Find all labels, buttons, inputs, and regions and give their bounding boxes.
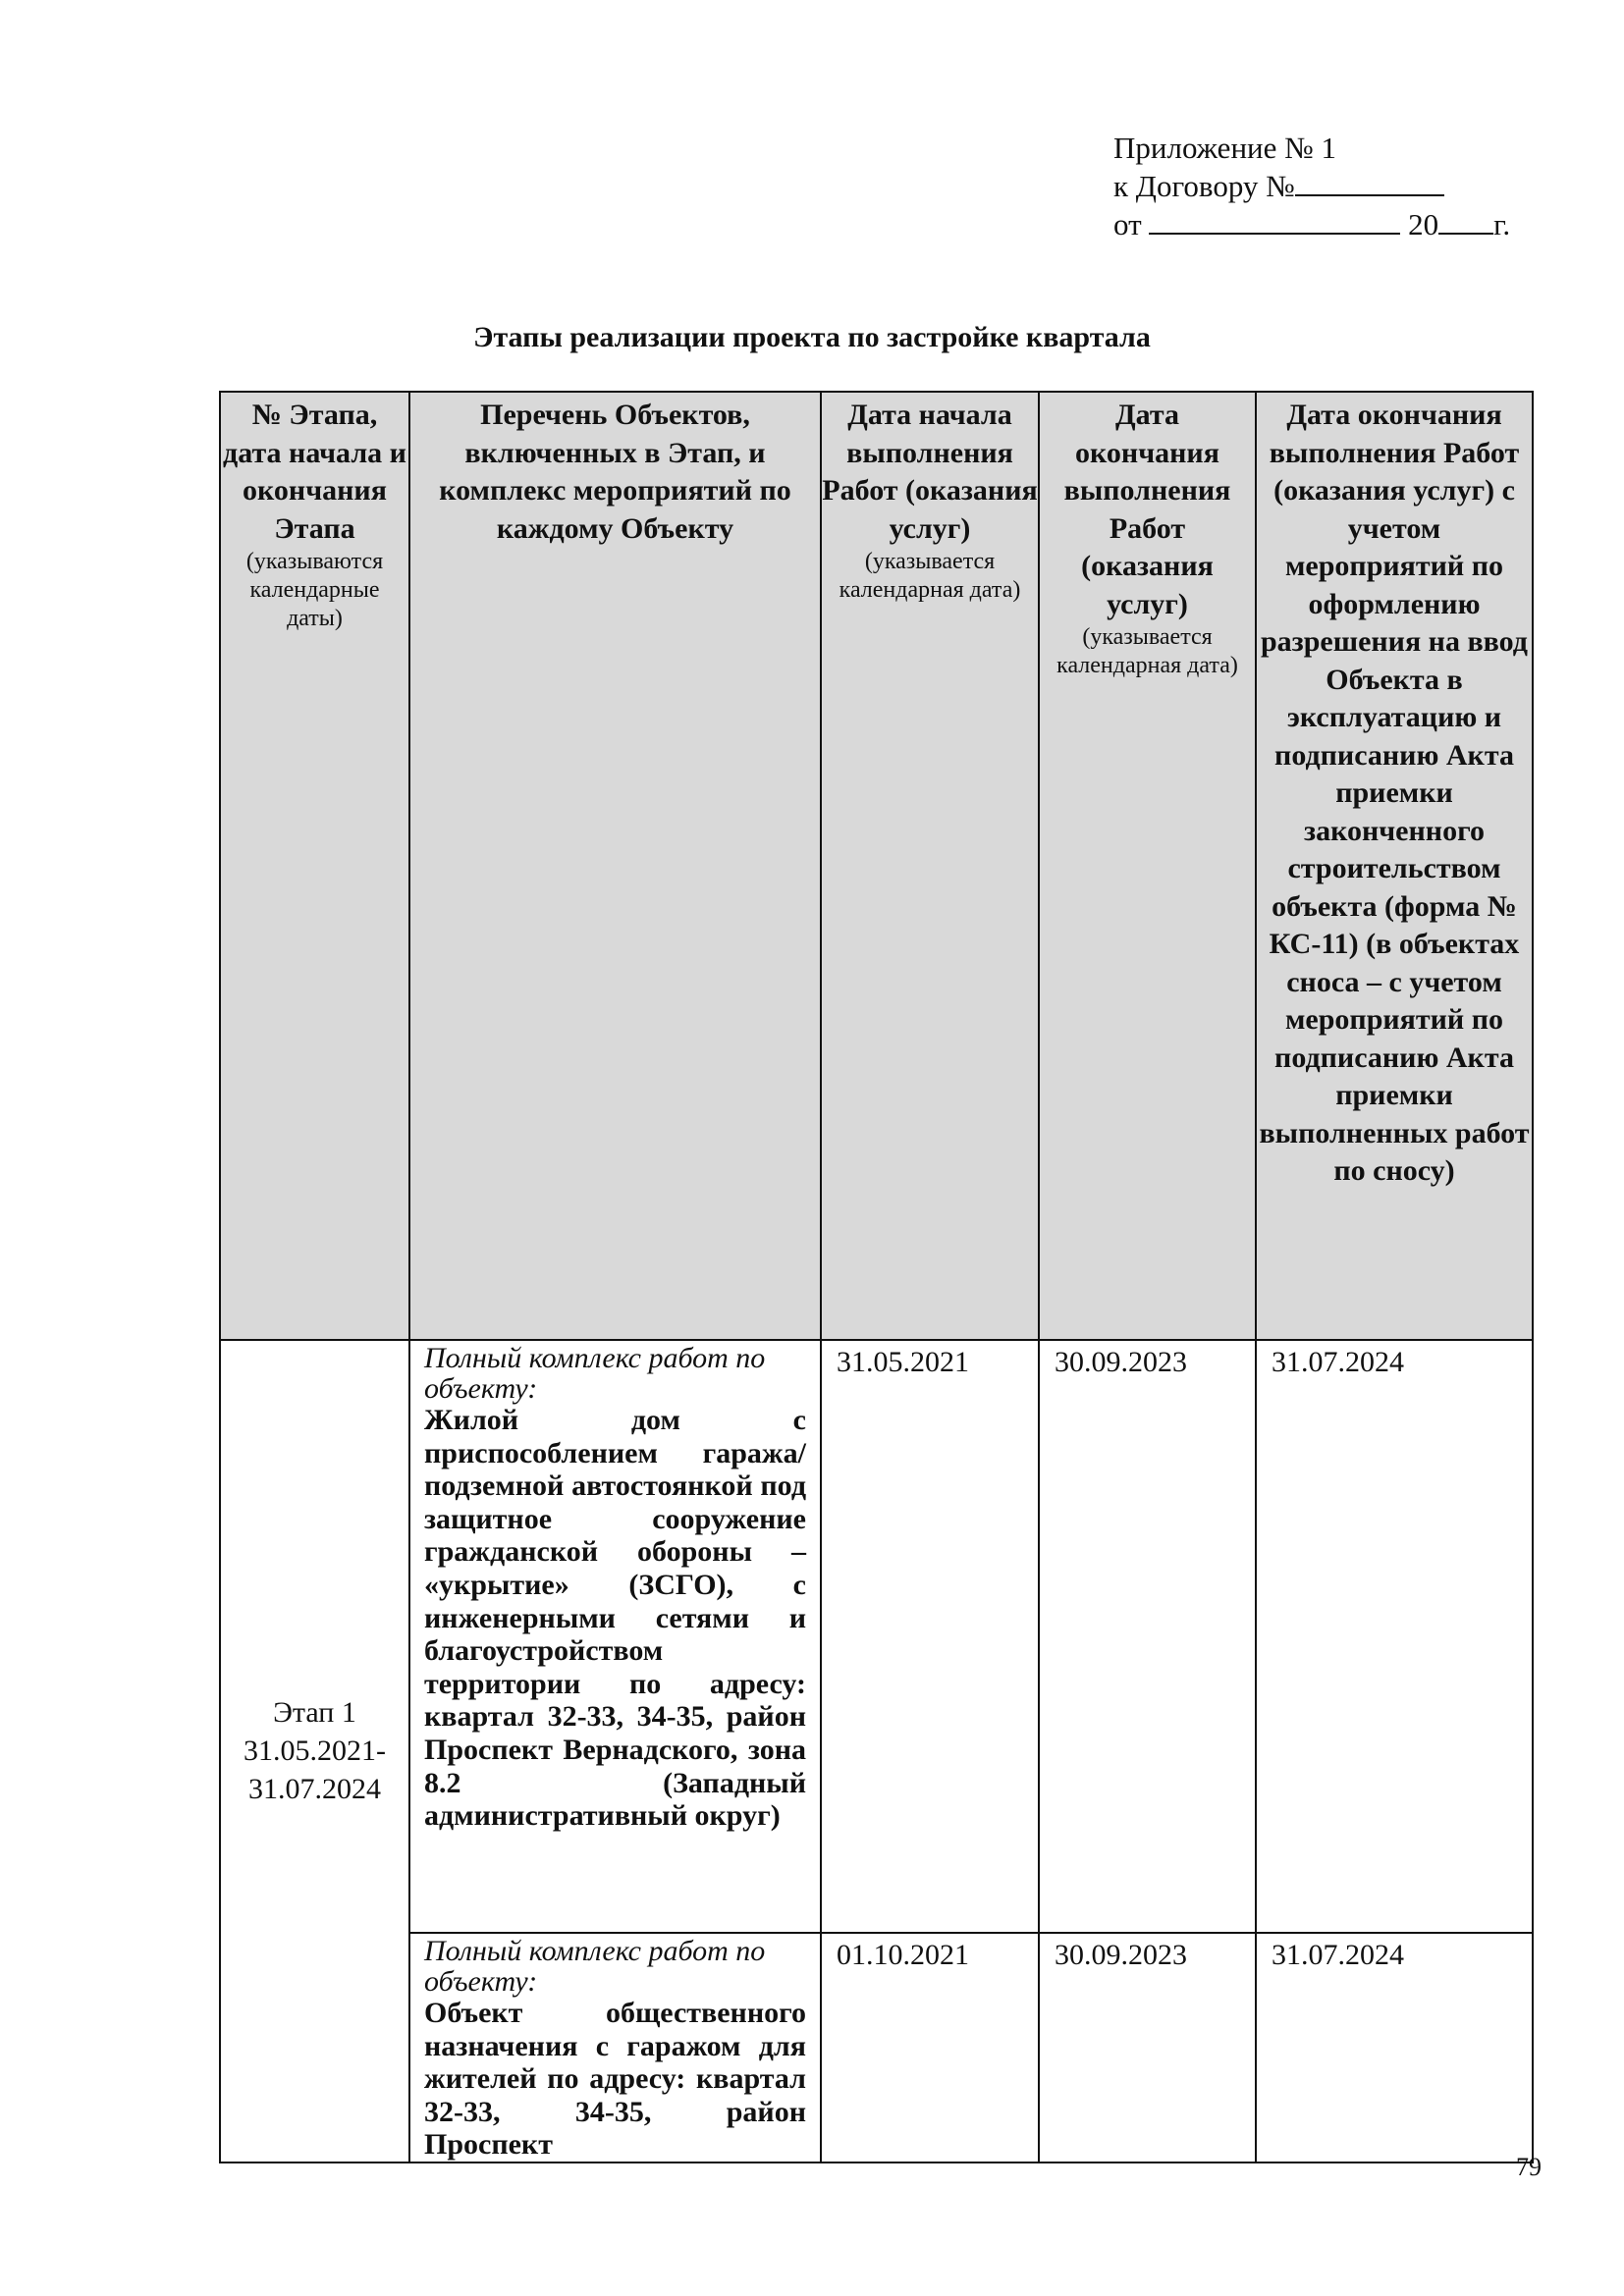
appendix-line-1: Приложение № 1 [1113, 131, 1336, 165]
header-stage-note: (указываются календарные даты) [245, 549, 384, 631]
contract-number-blank [1295, 167, 1444, 196]
table-row [220, 1340, 1533, 1933]
table-header-row [220, 392, 1533, 1340]
start-date-cell: 01.10.2021 [821, 1933, 1039, 2163]
object-cell [409, 1933, 821, 2163]
appendix-line-2 [1113, 167, 1510, 205]
header-end-note: (указывается календарная дата) [1056, 624, 1238, 678]
contract-date-prefix: от [1113, 207, 1142, 241]
end-date-cell: 30.09.2023 [1039, 1933, 1256, 2163]
table-row [220, 1933, 1533, 2163]
header-stage [220, 392, 409, 1340]
stage-label: Этап 1 [273, 1696, 356, 1730]
contract-year-suffix: г. [1493, 207, 1511, 241]
header-objects-title: Перечень Объектов, включенных в Этап, и комплекс мероприятий по каждому Объекту [439, 399, 791, 545]
header-end-title: Дата окончания выполнения Работ (оказания услуг) [1063, 399, 1231, 620]
contract-year-blank [1438, 205, 1493, 235]
stages-table [219, 391, 1534, 2163]
object-intro: Полный комплекс работ по объекту: [424, 1342, 766, 1405]
final-date-cell: 31.07.2024 [1256, 1933, 1533, 2163]
object-intro: Полный комплекс работ по объекту: [424, 1935, 766, 1998]
object-description: Жилой дом с приспособлением гаража/подземной автостоянкой под защитное сооружение гражданской обороны – «укрытие» (ЗСГО), с инженерными сетями и благоустройством территории по адресу: квартал 32-33, 34-35, район Проспект Вернадского, зона 8.2 (Западный административный округ) [424, 1404, 806, 1833]
contract-number-label: к Договору № [1113, 169, 1295, 203]
stage-dates: 31.05.2021-31.07.2024 [244, 1735, 386, 1806]
header-end-date [1039, 392, 1256, 1340]
contract-year-prefix: 20 [1408, 207, 1439, 241]
final-date-cell: 31.07.2024 [1256, 1340, 1533, 1933]
header-stage-title: № Этапа, дата начала и окончания Этапа [223, 399, 406, 545]
stage-cell [220, 1340, 409, 2163]
end-date-cell: 30.09.2023 [1039, 1340, 1256, 1933]
header-end-with-approvals [1256, 392, 1533, 1340]
object-description: Объект общественного назначения с гаражом для жителей по адресу: квартал 32-33, 34-35, район Проспект [424, 1997, 806, 2162]
header-objects [409, 392, 821, 1340]
header-final-title: Дата окончания выполнения Работ (оказания услуг) с учетом мероприятий по оформлению разрешения на ввод Объекта в эксплуатацию и подписанию Акта приемки законченного строительством объекта (форма № КС-11) (в объектах сноса – с учетом мероприятий по подписанию Акта приемки выполненных работ по сносу) [1259, 399, 1530, 1187]
object-cell [409, 1340, 821, 1933]
header-start-note: (указывается календарная дата) [839, 549, 1021, 603]
appendix-line-3 [1113, 205, 1510, 243]
appendix-block [1113, 129, 1510, 243]
page-number: 79 [1516, 2153, 1542, 2181]
document-title: Этапы реализации проекта по застройке квартала [473, 321, 1151, 353]
start-date-cell: 31.05.2021 [821, 1340, 1039, 1933]
header-start-date [821, 392, 1039, 1340]
header-start-title: Дата начала выполнения Работ (оказания услуг) [822, 399, 1038, 545]
contract-date-blank [1149, 205, 1400, 235]
